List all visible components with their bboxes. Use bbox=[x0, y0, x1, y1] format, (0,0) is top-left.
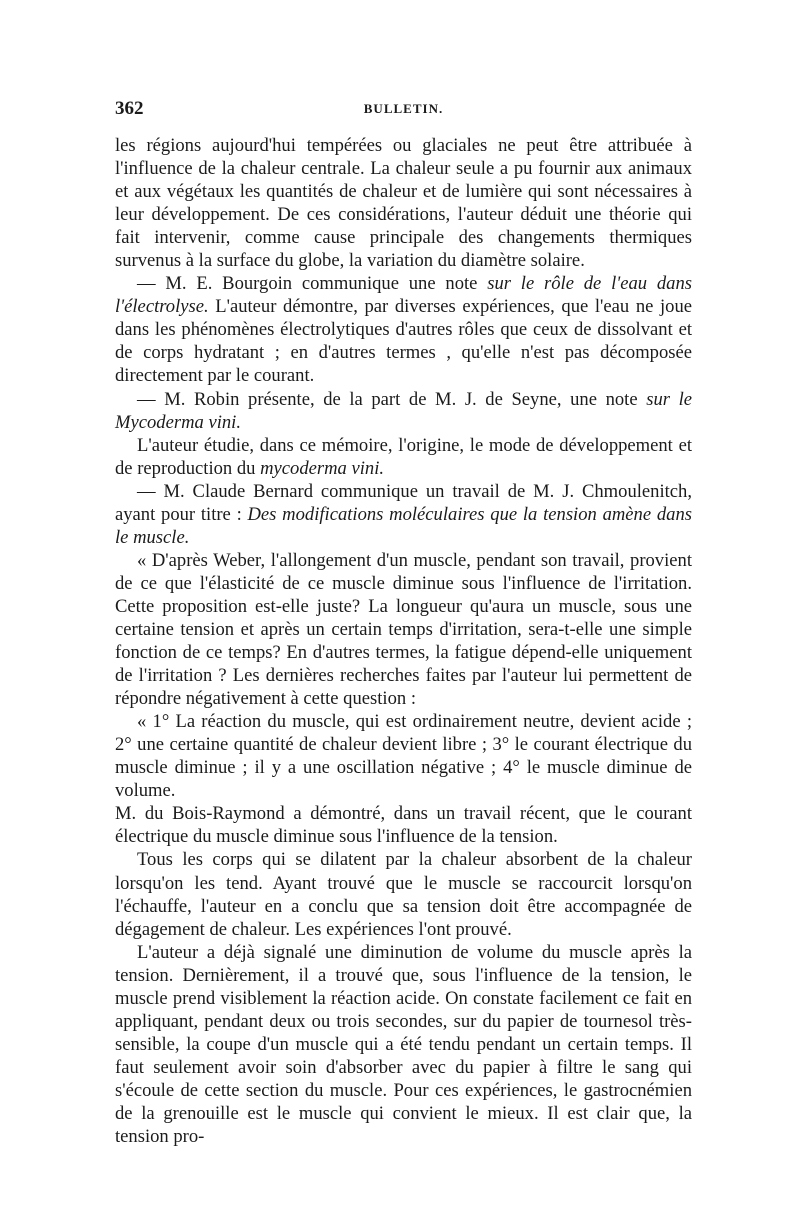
paragraph-3 bbox=[115, 388, 692, 434]
page-header bbox=[115, 98, 692, 128]
paragraph-5 bbox=[115, 480, 692, 549]
page-number: 362 bbox=[115, 98, 144, 119]
body-text bbox=[115, 134, 692, 1148]
paragraph-3-text: — M. Robin présente, de la part de M. J. de Seyne, une note bbox=[137, 388, 647, 410]
paragraph-2-text-cont: L'auteur démontre, par diverses expériences, que l'eau ne joue dans les phénomènes électrolytiques d'autres rôles que ceux de dissolvant et de corps hydratant ; en d'autres termes , qu'elle n'est pas décomposée directement par le courant. bbox=[115, 296, 692, 387]
paragraph-2-text: — M. E. Bourgoin communique une note bbox=[137, 273, 488, 295]
paragraph-7: « 1° La réaction du muscle, qui est ordinairement neutre, devient acide ; 2° une certaine quantité de chaleur devient libre ; 3° le courant électrique du muscle diminue ; il y a une oscillation négative ; 4° le muscle diminue de volume. bbox=[115, 711, 692, 802]
paragraph-4 bbox=[115, 434, 692, 480]
paragraph-9: Tous les corps qui se dilatent par la chaleur absorbent de la chaleur lorsqu'on les tend. Ayant trouvé que le muscle se raccourcit lorsqu'on l'échauffe, l'auteur en a conclu que sa tension doit être accompagnée de dégagement de chaleur. Les expériences l'ont prouvé. bbox=[115, 849, 692, 940]
paragraph-2 bbox=[115, 272, 692, 387]
running-head: BULLETIN. bbox=[363, 101, 444, 116]
paragraph-3-note-title: sur le Mycoderma vini. bbox=[115, 388, 692, 433]
paragraph-6: « D'après Weber, l'allongement d'un muscle, pendant son travail, provient de ce que l'élasticité de ce muscle diminue sous l'influence de l'irritation. Cette proposition est-elle juste? La longueur qu'aura un muscle, sous une certaine tension et après un certain temps d'irritation, sera-t-elle une simple fonction de ce temps? En d'autres termes, la fatigue dépend-elle uniquement de l'irritation ? Les dernières recherches faites par l'auteur lui permettent de répondre négativement à cette question : bbox=[115, 549, 692, 710]
paragraph-1: les régions aujourd'hui tempérées ou glaciales ne peut être attribuée à l'influence de la chaleur centrale. La chaleur seule a pu fournir aux animaux et aux végétaux les quantités de chaleur et de lumière qui sont nécessaires à leur développement. De ces considérations, l'auteur déduit une théorie qui fait intervenir, comme cause principale des changements thermiques survenus à la surface du globe, la variation du diamètre solaire. bbox=[115, 135, 692, 272]
paragraph-5-text: — M. Claude Bernard communique un travail de M. J. Chmoulenitch, ayant pour titre : bbox=[115, 480, 692, 525]
paragraph-10: L'auteur a déjà signalé une diminution de volume du muscle après la tension. Dernièrement, il a trouvé que, sous l'influence de la tension, le muscle prend visiblement la réaction acide. On constate facilement ce fait en appliquant, pendant deux ou trois secondes, sur du papier de tournesol très-sensible, la coupe d'un muscle qui a été tendu pendant un certain temps. Il faut seulement avoir soin d'absorber avec du papier à filtre le sang qui s'écoule de cette section du muscle. Pour ces expériences, le gastrocnémien de la grenouille est le muscle qui convient le mieux. Il est clair que, la tension pro- bbox=[115, 941, 692, 1148]
paragraph-2-note-title: sur le rôle de l'eau dans l'électrolyse. bbox=[115, 273, 693, 318]
paragraph-4-text: L'auteur étudie, dans ce mémoire, l'origine, le mode de développement et de reproduction du bbox=[115, 434, 692, 479]
paragraph-4-species: mycoderma vini. bbox=[260, 457, 385, 479]
paragraph-8: M. du Bois-Raymond a démontré, dans un travail récent, que le courant électrique du muscle diminue sous l'influence de la tension. bbox=[115, 803, 692, 848]
paragraph-5-work-title: Des modifications moléculaires que la tension amène dans le muscle. bbox=[115, 503, 692, 548]
